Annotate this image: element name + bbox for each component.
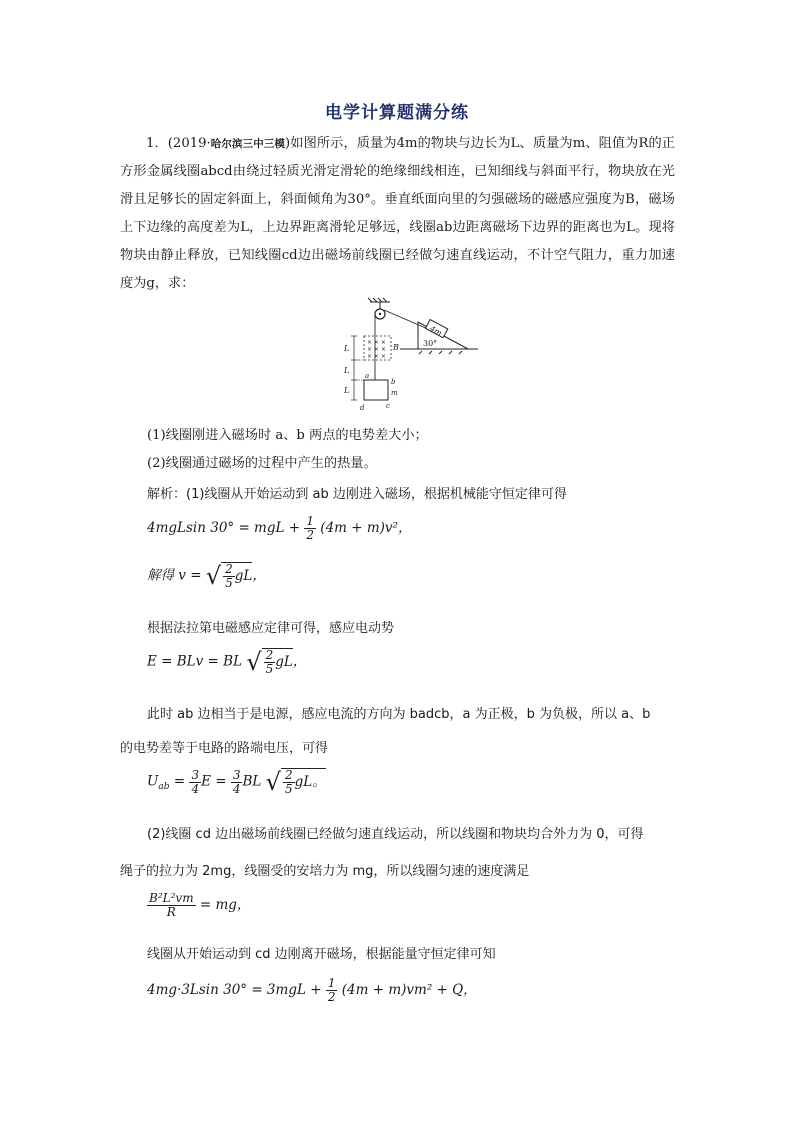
problem-statement [120,130,675,298]
svg-text:× × ×: × × × [367,346,386,353]
question-1: (1)线圈刚进入磁场时 a、b 两点的电势差大小； [147,428,428,443]
equation-6: 4mg·3Lsin 30° = 3mgL + $\frac{1}{2}$ (4m + m)vm² + Q， [147,976,477,1004]
field-marks [367,339,386,360]
problem-text: )如图所示，质量为4m的物块与边长为L、质量为m、阻值为R的正方形金属线圈abcd由绕过轻质光滑定滑轮的绝缘细线相连，已知细线与斜面平行，物块放在光滑且足够长的固定斜面上，斜面倾角为30°。垂直纸面向里的匀强磁场的磁感应强度为B，磁场上下边缘的高度差为L，上边界距离滑轮足够远，线圈ab边距离磁场下边界的距离也为L。现将物块由静止释放，已知线圈cd边出磁场前线圈已经做匀速直线运动，不计空气阻力，重力加速度为g，求： [120,136,675,291]
ceiling-mount [368,298,390,310]
corner-d: d [360,404,365,412]
equation-5: $\frac{\text{B²L²vm}}{R}$ = mg， [149,891,251,919]
corner-a: a [365,372,370,380]
solution-line-5: (2)线圈 cd 边出磁场前线圈已经做匀速直线运动，所以线圈和物块均合外力为 0，可得 [147,827,644,842]
angle-label: 30° [423,339,438,348]
L-label-1: L [344,344,350,353]
equation-1: 4mgLsin 30° = mgL + $\frac{1}{2}$ (4m + m)v²， [147,514,412,542]
rope-incline [384,310,428,329]
problem-number: 1．(2019· [146,136,211,151]
L-label-2: L [344,366,350,375]
problem-source: 哈尔滨三中三模 [210,138,286,150]
coil [364,380,388,400]
page-title: 电学计算题满分练 [325,103,469,123]
L-label-3: L [344,386,350,395]
coil-mass-label: m [391,389,398,397]
svg-text:× × ×: × × × [367,339,386,346]
svg-text:× × ×: × × × [367,353,386,360]
corner-c: c [386,402,390,410]
solution-line-2: 根据法拉第电磁感应定律可得，感应电动势 [147,621,395,636]
solution-line-6: 绳子的拉力为 2mg，线圈受的安培力为 mg，所以线圈匀速的速度满足 [120,864,530,879]
physics-figure [340,296,480,416]
field-label: B [393,343,399,352]
solution-line-3: 此时 ab 边相当于是电源，感应电流的方向为 badcb，a 为正极，b 为负极，所以 a、b [147,707,651,722]
block-label: 4m [428,324,444,338]
equation-2: 解得 v = √ $\frac{2}{5}$ gL， [147,562,266,590]
corner-b: b [391,378,396,386]
question-2: (2)线圈通过磁场的过程中产生的热量。 [147,456,377,471]
solution-line-1: 解析：(1)线圈从开始运动到 ab 边刚进入磁场，根据机械能守恒定律可得 [147,487,567,502]
solution-line-7: 线圈从开始运动到 cd 边刚离开磁场，根据能量守恒定律可知 [147,947,496,962]
solution-line-4: 的电势差等于电路的路端电压，可得 [120,741,329,756]
equation-3: E = BLv = BL √ $\frac{2}{5}$ gL， [147,648,307,676]
equation-4: $U_{ab}$ = $\frac{3}{4}$ E = $\frac{3}{4}$ BL √ $\frac{2}{5}$ gL。 [147,767,326,796]
dimension-lines [351,336,364,400]
